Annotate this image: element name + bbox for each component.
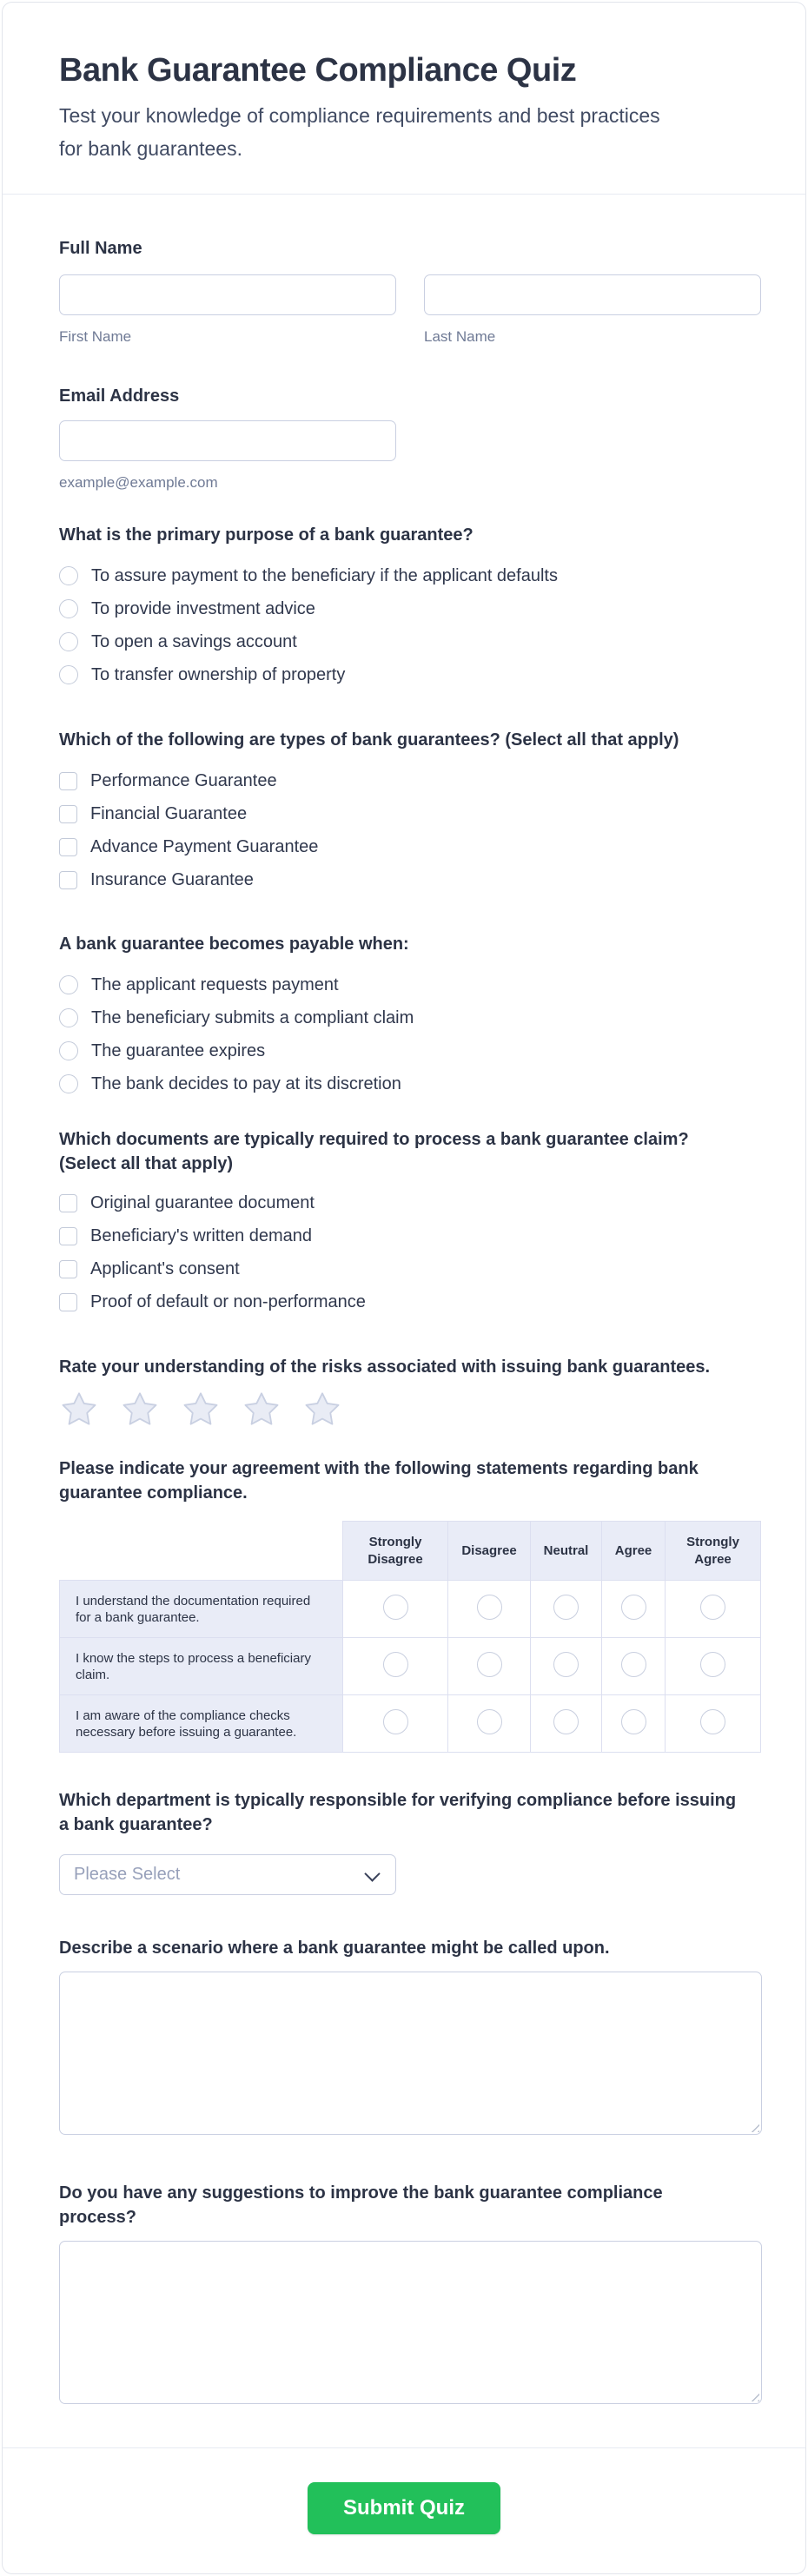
radio-option-label: To assure payment to the beneficiary if the applicant defaults bbox=[91, 566, 558, 585]
matrix-header-row bbox=[60, 1522, 761, 1581]
scenario-textarea-wrap bbox=[59, 1972, 762, 2135]
matrix-column-header: Disagree bbox=[448, 1522, 531, 1581]
checkbox-option[interactable] bbox=[59, 1223, 760, 1249]
matrix-cell[interactable] bbox=[666, 1581, 761, 1638]
radio-button-icon[interactable] bbox=[59, 665, 78, 684]
radio-button-icon[interactable] bbox=[59, 599, 78, 618]
full-name-label: Full Name bbox=[59, 239, 142, 258]
question-guarantee-types bbox=[3, 728, 805, 893]
radio-option-label: To provide investment advice bbox=[91, 599, 315, 618]
email-input[interactable] bbox=[59, 420, 396, 461]
matrix-cell[interactable] bbox=[602, 1581, 666, 1638]
matrix-radio-icon[interactable] bbox=[621, 1709, 646, 1734]
name-inputs-row bbox=[59, 274, 760, 346]
checkbox-option-label: Beneficiary's written demand bbox=[90, 1226, 313, 1245]
checkbox-icon[interactable] bbox=[59, 805, 77, 823]
matrix-cell[interactable] bbox=[602, 1695, 666, 1753]
radio-option[interactable] bbox=[59, 1038, 760, 1064]
matrix-cell[interactable] bbox=[448, 1638, 531, 1695]
form-card bbox=[2, 2, 806, 2574]
matrix-column-header: Strongly Agree bbox=[666, 1522, 761, 1581]
email-sublabel: example@example.com bbox=[59, 474, 218, 491]
scenario-question-label: Describe a scenario where a bank guarantee might be called upon. bbox=[59, 1939, 610, 1958]
last-name-input[interactable] bbox=[424, 274, 761, 315]
page-title: Bank Guarantee Compliance Quiz bbox=[59, 52, 577, 89]
matrix-cell[interactable] bbox=[531, 1638, 602, 1695]
star-rating-widget bbox=[59, 1390, 760, 1430]
purpose-question-label: What is the primary purpose of a bank guarantee? bbox=[59, 525, 474, 545]
matrix-cell[interactable] bbox=[666, 1695, 761, 1753]
radio-option[interactable] bbox=[59, 563, 760, 589]
matrix-radio-icon[interactable] bbox=[477, 1595, 502, 1620]
matrix-radio-icon[interactable] bbox=[621, 1595, 646, 1620]
radio-option-label: The guarantee expires bbox=[91, 1041, 266, 1060]
matrix-row-label: I know the steps to process a beneficiary claim. bbox=[60, 1638, 343, 1695]
star-icon[interactable] bbox=[242, 1390, 281, 1429]
submit-button[interactable]: Submit Quiz bbox=[308, 2482, 500, 2534]
suggestions-question-label: Do you have any suggestions to improve the bank guarantee compliance process? bbox=[59, 2183, 663, 2227]
matrix-cell[interactable] bbox=[448, 1695, 531, 1753]
matrix-cell[interactable] bbox=[602, 1638, 666, 1695]
radio-option[interactable] bbox=[59, 662, 760, 688]
matrix-corner-cell bbox=[60, 1522, 343, 1581]
radio-option[interactable] bbox=[59, 972, 760, 998]
matrix-radio-icon[interactable] bbox=[383, 1595, 408, 1620]
question-full-name bbox=[3, 236, 805, 346]
matrix-row-label: I understand the documentation required for a bank guarantee. bbox=[60, 1581, 343, 1638]
checkbox-icon[interactable] bbox=[59, 772, 77, 790]
checkbox-option-label: Insurance Guarantee bbox=[90, 870, 254, 889]
radio-button-icon[interactable] bbox=[59, 1041, 78, 1060]
matrix-table bbox=[59, 1521, 761, 1753]
matrix-radio-icon[interactable] bbox=[383, 1709, 408, 1734]
radio-option-label: The bank decides to pay at its discretion bbox=[91, 1074, 401, 1093]
select-placeholder: Please Select bbox=[74, 1865, 181, 1884]
checkbox-option-label: Advance Payment Guarantee bbox=[90, 837, 319, 856]
matrix-cell[interactable] bbox=[343, 1638, 448, 1695]
checkbox-option[interactable] bbox=[59, 801, 760, 827]
star-icon[interactable] bbox=[181, 1390, 221, 1429]
scenario-textarea[interactable] bbox=[59, 1972, 762, 2135]
checkbox-icon[interactable] bbox=[59, 1293, 77, 1311]
checkbox-option[interactable] bbox=[59, 867, 760, 893]
department-question-label: Which department is typically responsible for verifying compliance before issuing a bank guarantee? bbox=[59, 1791, 737, 1834]
types-options bbox=[59, 768, 760, 893]
checkbox-option-label: Financial Guarantee bbox=[90, 804, 248, 823]
radio-option[interactable] bbox=[59, 596, 760, 622]
matrix-row bbox=[60, 1638, 761, 1695]
question-suggestions bbox=[3, 2181, 805, 2404]
checkbox-option[interactable] bbox=[59, 1289, 760, 1315]
rating-question-label: Rate your understanding of the risks associated with issuing bank guarantees. bbox=[59, 1357, 711, 1377]
matrix-cell[interactable] bbox=[343, 1581, 448, 1638]
matrix-question-label: Please indicate your agreement with the following statements regarding bank guarantee compliance. bbox=[59, 1459, 699, 1503]
matrix-radio-icon[interactable] bbox=[700, 1595, 725, 1620]
suggestions-textarea[interactable] bbox=[59, 2241, 762, 2404]
matrix-column-header: Strongly Disagree bbox=[343, 1522, 448, 1581]
radio-button-icon[interactable] bbox=[59, 975, 78, 994]
types-question-label: Which of the following are types of bank guarantees? (Select all that apply) bbox=[59, 730, 679, 750]
radio-option-label: The applicant requests payment bbox=[91, 975, 339, 994]
question-risk-rating bbox=[3, 1355, 805, 1430]
checkbox-icon[interactable] bbox=[59, 838, 77, 856]
matrix-cell[interactable] bbox=[531, 1695, 602, 1753]
question-agreement-matrix bbox=[3, 1456, 805, 1753]
question-scenario bbox=[3, 1936, 805, 2135]
payable-options bbox=[59, 972, 760, 1097]
department-select[interactable] bbox=[59, 1854, 396, 1895]
documents-options bbox=[59, 1190, 760, 1315]
purpose-options bbox=[59, 563, 760, 688]
question-payable bbox=[3, 932, 805, 1097]
radio-button-icon[interactable] bbox=[59, 632, 78, 651]
chevron-down-icon bbox=[364, 1866, 380, 1881]
matrix-column-header: Neutral bbox=[531, 1522, 602, 1581]
matrix-column-header: Agree bbox=[602, 1522, 666, 1581]
question-purpose bbox=[3, 523, 805, 688]
matrix-cell[interactable] bbox=[448, 1581, 531, 1638]
payable-question-label: A bank guarantee becomes payable when: bbox=[59, 935, 409, 954]
header-divider bbox=[3, 194, 805, 195]
matrix-row bbox=[60, 1695, 761, 1753]
radio-option-label: To open a savings account bbox=[91, 632, 297, 651]
first-name-input[interactable] bbox=[59, 274, 396, 315]
documents-question-label: Which documents are typically required to process a bank guarantee claim? (Select all that apply) bbox=[59, 1130, 689, 1173]
matrix-cell[interactable] bbox=[531, 1581, 602, 1638]
radio-option-label: To transfer ownership of property bbox=[91, 665, 346, 684]
radio-button-icon[interactable] bbox=[59, 1008, 78, 1027]
checkbox-option-label: Proof of default or non-performance bbox=[90, 1292, 366, 1311]
first-name-group bbox=[59, 274, 396, 346]
matrix-radio-icon[interactable] bbox=[477, 1652, 502, 1677]
matrix-radio-icon[interactable] bbox=[477, 1709, 502, 1734]
checkbox-icon[interactable] bbox=[59, 1227, 77, 1245]
radio-button-icon[interactable] bbox=[59, 1074, 78, 1093]
form-header bbox=[3, 3, 805, 165]
checkbox-option[interactable] bbox=[59, 1190, 760, 1216]
question-documents bbox=[3, 1127, 805, 1315]
matrix-row-label: I am aware of the compliance checks necessary before issuing a guarantee. bbox=[60, 1695, 343, 1753]
question-email bbox=[3, 384, 805, 492]
last-name-group bbox=[424, 274, 761, 346]
matrix-radio-icon[interactable] bbox=[621, 1652, 646, 1677]
radio-option[interactable] bbox=[59, 629, 760, 655]
radio-option[interactable] bbox=[59, 1005, 760, 1031]
email-label: Email Address bbox=[59, 386, 180, 406]
form-subtitle: Test your knowledge of compliance requirements and best practices for bank guarantees. bbox=[59, 104, 660, 160]
footer-divider bbox=[3, 2447, 805, 2448]
matrix-radio-icon[interactable] bbox=[553, 1652, 579, 1677]
star-icon[interactable] bbox=[120, 1390, 160, 1429]
matrix-radio-icon[interactable] bbox=[553, 1709, 579, 1734]
radio-option[interactable] bbox=[59, 1071, 760, 1097]
question-department bbox=[3, 1788, 805, 1895]
star-icon[interactable] bbox=[302, 1390, 342, 1429]
first-name-sublabel: First Name bbox=[59, 328, 132, 345]
matrix-cell[interactable] bbox=[343, 1695, 448, 1753]
submit-row bbox=[3, 2482, 805, 2573]
matrix-radio-icon[interactable] bbox=[553, 1595, 579, 1620]
checkbox-option[interactable] bbox=[59, 834, 760, 860]
checkbox-icon[interactable] bbox=[59, 871, 77, 889]
checkbox-option-label: Applicant's consent bbox=[90, 1259, 240, 1278]
checkbox-option-label: Original guarantee document bbox=[90, 1193, 315, 1212]
radio-option-label: The beneficiary submits a compliant claim bbox=[91, 1008, 414, 1027]
checkbox-icon[interactable] bbox=[59, 1260, 77, 1278]
matrix-radio-icon[interactable] bbox=[383, 1652, 408, 1677]
checkbox-icon[interactable] bbox=[59, 1194, 77, 1212]
matrix-row bbox=[60, 1581, 761, 1638]
checkbox-option[interactable] bbox=[59, 1256, 760, 1282]
matrix-radio-icon[interactable] bbox=[700, 1709, 725, 1734]
checkbox-option[interactable] bbox=[59, 768, 760, 794]
star-icon[interactable] bbox=[59, 1390, 99, 1429]
matrix-radio-icon[interactable] bbox=[700, 1652, 725, 1677]
checkbox-option-label: Performance Guarantee bbox=[90, 771, 277, 790]
matrix-cell[interactable] bbox=[666, 1638, 761, 1695]
last-name-sublabel: Last Name bbox=[424, 328, 496, 345]
suggestions-textarea-wrap bbox=[59, 2241, 762, 2404]
radio-button-icon[interactable] bbox=[59, 566, 78, 585]
